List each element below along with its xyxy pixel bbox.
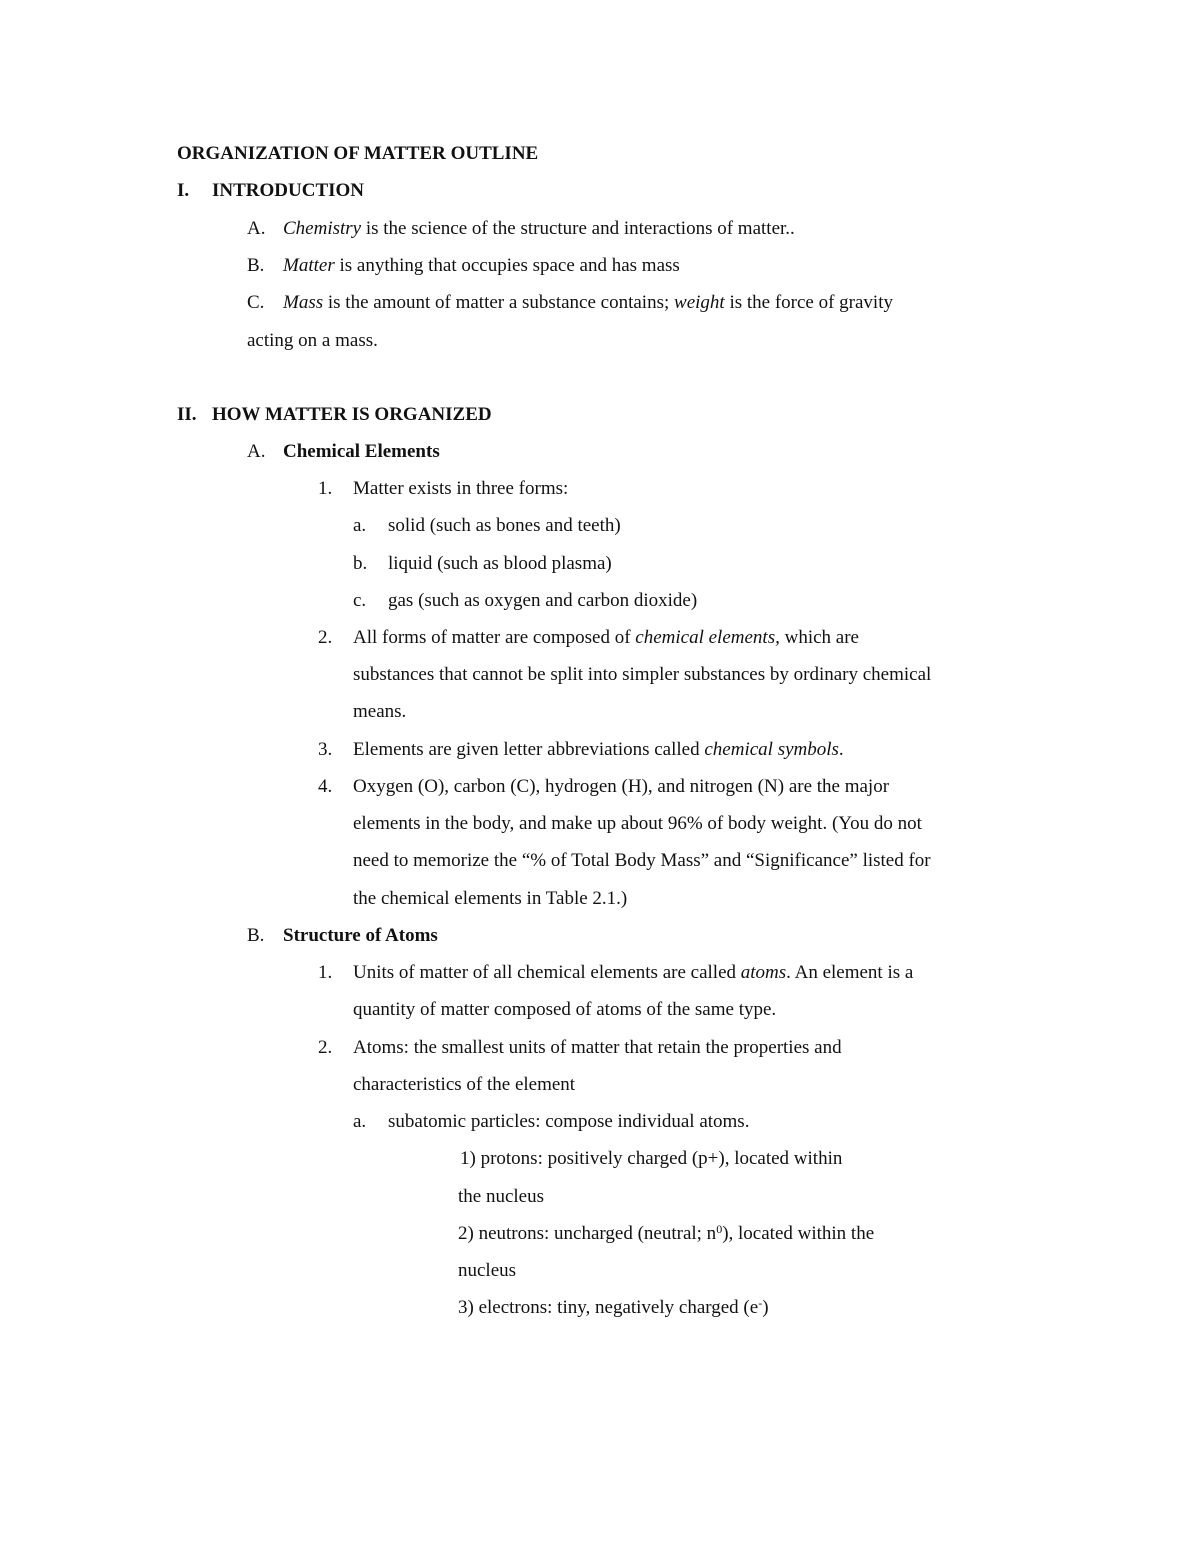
list-item-continued: quantity of matter composed of atoms of the same type. [353,999,777,1020]
list-item: Oxygen (O), carbon (C), hydrogen (H), and nitrogen (N) are the major [353,776,890,797]
list-item-continued: elements in the body, and make up about 96% of body weight. (You do not [353,813,922,834]
list-label: A. [247,441,266,462]
text: . An element is a [786,962,914,983]
particle-protons: 1) protons: positively charged (p+), located within [460,1148,843,1169]
page-title: ORGANIZATION OF MATTER OUTLINE [177,143,539,164]
list-label: C. [247,292,265,313]
list-number: 2. [318,627,333,648]
list-number: 4. [318,776,333,797]
list-item-continued: characteristics of the element [353,1074,576,1095]
particle-neutrons-continued: nucleus [458,1260,517,1281]
intro-item-mass [283,291,893,315]
superscript: 0 [716,1222,723,1236]
list-number: 3. [318,739,333,760]
term: Matter [283,255,335,276]
list-item [353,738,844,762]
intro-item-chemistry [283,217,795,241]
text: which are [779,627,859,648]
definition: is anything that occupies space and has mass [334,255,680,276]
list-item-solid: solid (such as bones and teeth) [388,515,621,536]
definition: is the force of gravity [724,292,893,313]
text: Elements are given letter abbreviations called [353,739,705,760]
list-item-continued: need to memorize the “% of Total Body Mass” and “Significance” listed for [353,850,931,871]
list-item-subatomic-particles: subatomic particles: compose individual atoms. [388,1111,750,1132]
list-item [353,626,859,650]
text: 3) electrons: tiny, negatively charged (e [458,1297,759,1318]
superscript: - [758,1296,763,1310]
term: chemical elements, [635,627,780,648]
list-number: 2. [318,1037,333,1058]
text: All forms of matter are composed of [353,627,636,648]
term: Mass [283,292,324,313]
particle-electrons [458,1296,769,1320]
particle-neutrons [458,1222,874,1246]
list-item [353,961,913,985]
particle-protons-continued: the nucleus [458,1186,545,1207]
term: atoms [740,962,787,983]
term: Chemistry [283,218,362,239]
text: ), located within the [722,1223,875,1244]
list-label: B. [247,255,265,276]
definition: is the amount of matter a substance contains; [323,292,675,313]
intro-item-mass-continued: acting on a mass. [247,330,378,351]
subsection-heading-chemical-elements: Chemical Elements [283,441,440,462]
term: weight [674,292,725,313]
list-item: Matter exists in three forms: [353,478,569,499]
section-heading-introduction: INTRODUCTION [212,180,365,201]
list-item: Atoms: the smallest units of matter that retain the properties and [353,1037,842,1058]
subsection-heading-structure-of-atoms: Structure of Atoms [283,925,438,946]
section-numeral: II. [177,404,197,425]
definition: is the science of the structure and interactions of matter.. [361,218,795,239]
text: Units of matter of all chemical elements are called [353,962,741,983]
section-heading-how-matter-is-organized: HOW MATTER IS ORGANIZED [212,404,492,425]
list-label: B. [247,925,265,946]
list-label: a. [353,515,367,536]
list-number: 1. [318,962,333,983]
list-label: c. [353,590,367,611]
list-label: b. [353,553,368,574]
list-number: 1. [318,478,333,499]
list-item-gas: gas (such as oxygen and carbon dioxide) [388,590,698,611]
intro-item-matter [283,254,680,278]
list-label: A. [247,218,266,239]
list-item-liquid: liquid (such as blood plasma) [388,553,612,574]
text: 2) neutrons: uncharged (neutral; n [458,1223,717,1244]
list-label: a. [353,1111,367,1132]
term: chemical symbols [704,739,839,760]
section-numeral: I. [177,180,190,201]
text: ) [762,1297,769,1318]
list-item-continued: substances that cannot be split into simpler substances by ordinary chemical [353,664,932,685]
list-item-continued: means. [353,701,407,722]
list-item-continued: the chemical elements in Table 2.1.) [353,888,628,909]
text: . [838,739,844,760]
